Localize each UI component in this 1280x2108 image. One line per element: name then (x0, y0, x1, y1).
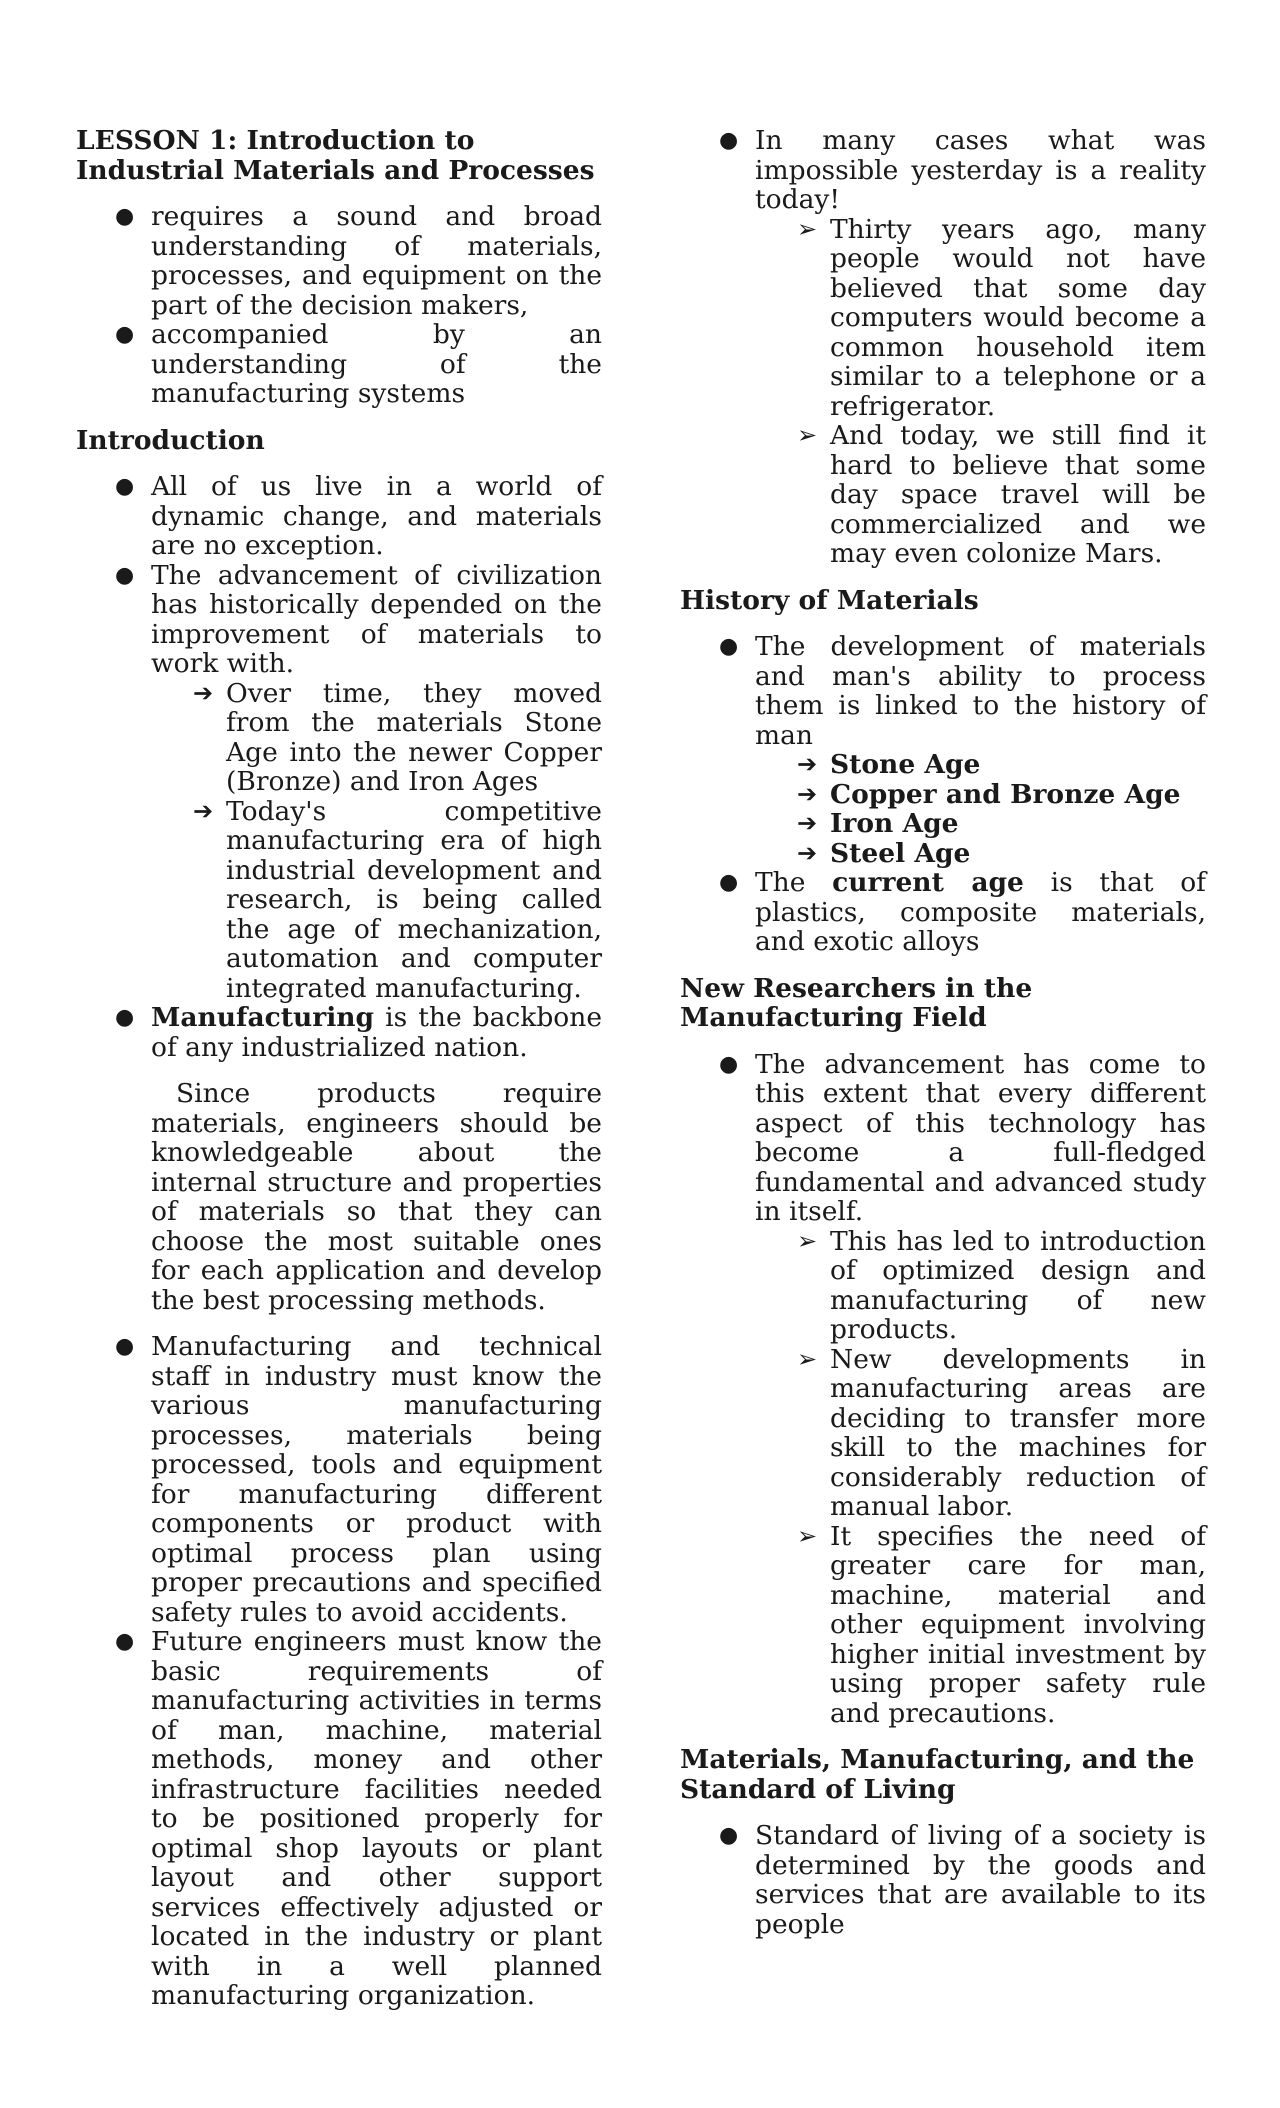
arrow-icon: ➔ (797, 809, 818, 837)
list-item (719, 631, 1206, 869)
age-label: Stone Age (830, 749, 981, 780)
researchers-bullet-list (719, 1048, 1206, 1729)
list-item (719, 125, 1206, 569)
staff-bullet-list (115, 1331, 602, 2011)
list-item (115, 1002, 602, 1063)
sub-list-item-text: Today's competitive manufacturing era of high industrial development and research, is being called the age of mechanization, automation and computer integrated manufacturing. (226, 795, 602, 1004)
arrowhead-icon: ➢ (797, 1344, 818, 1373)
sub-list-item-text: Over time, they moved from the materials Stone Age into the newer Copper (Bronze) and Iron Ages (226, 677, 602, 797)
section-heading-standard-of-living: Materials, Manufacturing, and the Standard of Living (680, 1744, 1195, 1805)
list-item-text: is that of plastics, composite materials, and exotic alloys (755, 867, 1206, 957)
list-item (115, 559, 602, 1004)
sub-list-item-text: And today, we still find it hard to believe that some day space travel will be commercialized and we may even colonize Mars. (830, 420, 1206, 569)
lesson-bullet-list (115, 201, 602, 409)
sub-list-item (797, 1343, 1206, 1522)
bullet-icon: ● (115, 322, 135, 347)
list-item-text: Standard of living of a society is determined by the goods and services that are available to its people (755, 1820, 1206, 1940)
sub-list-item (797, 213, 1206, 422)
left-column (76, 126, 602, 2028)
standard-bullet-list (719, 1820, 1206, 1940)
list-item-text: In many cases what was impossible yesterday is a reality today! (755, 125, 1206, 215)
bullet-icon: ● (115, 474, 135, 499)
section-heading-new-researchers: New Researchers in the Manufacturing Field (680, 972, 1033, 1033)
body-paragraph: Since products require materials, engineers should be knowledgeable about the internal structure and properties of materials so that they can choose the most suitable ones for each application and develop the best processing methods. (151, 1078, 602, 1316)
arrow-icon: ➔ (797, 838, 818, 867)
history-bullet-list (719, 631, 1206, 957)
list-item (115, 319, 602, 409)
bullet-icon: ● (115, 1629, 135, 1654)
arrowhead-icon: ➢ (797, 1521, 818, 1550)
list-item (115, 1626, 602, 2011)
list-item-text: All of us live in a world of dynamic change, and materials are no exception. (151, 471, 602, 561)
arrowhead-icon: ➢ (797, 421, 818, 449)
sub-list-item (797, 1520, 1206, 1729)
bold-term-manufacturing: Manufacturing (151, 1002, 375, 1033)
bullet-icon: ● (719, 870, 739, 895)
bullet-icon: ● (115, 562, 135, 588)
arrow-icon: ➔ (797, 779, 818, 808)
age-label: Iron Age (830, 808, 959, 839)
introduction-bullet-list (115, 471, 602, 1063)
section-heading-history: History of Materials (680, 584, 979, 616)
list-item-text: accompanied by an understanding of the manufacturing systems (151, 319, 602, 409)
list-item (115, 1331, 602, 1628)
list-item-text: The advancement has come to this extent that every different aspect of this technology has become a full-fledged fundamental and advanced study in itself. (755, 1048, 1206, 1227)
list-item (115, 201, 602, 321)
sub-list-item-text: This has led to introduction of optimized design and manufacturing of new products. (830, 1225, 1206, 1345)
age-item (797, 749, 1206, 780)
bullet-icon: ● (719, 1823, 739, 1848)
bullet-icon: ● (719, 1051, 739, 1077)
arrow-icon: ➔ (193, 678, 214, 707)
sub-list-item-text: New developments in manufacturing areas are deciding to transfer more skill to the machines for considerably reduction of manual labor. (830, 1343, 1206, 1522)
bold-term-current-age: current age (832, 867, 1024, 898)
arrow-icon: ➔ (193, 796, 214, 825)
list-item (719, 1820, 1206, 1940)
list-item-text: The development of materials and man's ability to process them is linked to the history of man (755, 631, 1206, 751)
list-item (719, 867, 1206, 957)
list-item-text: Manufacturing and technical staff in industry must know the various manufacturing processes, materials being processed, tools and equipment for manufacturing different components or product with optimal process plan using proper precautions and specified safety rules to avoid accidents. (151, 1331, 602, 1628)
list-item-text: The (755, 867, 833, 898)
lesson-title: LESSON 1: Introduction to Industrial Materials and Processes (76, 125, 595, 186)
list-item-text: Future engineers must know the basic requirements of manufacturing activities in terms of man, machine, material methods, money and other infrastructure facilities needed to be positioned properly for optimal shop layouts or plant layout and other support services effectively adjusted or located in the industry or plant with in a well planned manufacturing organization. (151, 1626, 602, 2011)
bullet-icon: ● (115, 1334, 135, 1359)
list-item (115, 471, 602, 561)
impossible-bullet-list (719, 125, 1206, 569)
list-item-text: is the backbone of any industrialized nation. (151, 1002, 602, 1063)
bullet-icon: ● (719, 634, 739, 659)
bullet-icon: ● (719, 128, 739, 153)
arrowhead-icon: ➢ (797, 214, 818, 243)
researchers-sub-list (797, 1225, 1206, 1729)
age-item (797, 808, 1206, 839)
sub-list-item (193, 677, 602, 797)
age-item (797, 837, 1206, 869)
sub-list-item-text: Thirty years ago, many people would not have believed that some day computers would become a common household item similar to a telephone or a refrigerator. (830, 213, 1206, 422)
age-label: Steel Age (830, 837, 971, 869)
right-column (680, 126, 1206, 1956)
age-item (797, 778, 1206, 810)
bullet-icon: ● (115, 204, 135, 229)
sub-list-item-text: It specifies the need of greater care for man, machine, material and other equipment involving higher initial investment by using proper safety rule and precautions. (830, 1520, 1206, 1729)
age-label: Copper and Bronze Age (830, 778, 1181, 810)
ages-list (797, 749, 1206, 869)
introduction-sub-list (193, 677, 602, 1004)
arrow-icon: ➔ (797, 750, 818, 778)
sub-list-item (193, 795, 602, 1004)
impossible-sub-list (797, 213, 1206, 569)
list-item-text: The advancement of civilization has historically depended on the improvement of materials to work with. (151, 559, 602, 679)
list-item-text: requires a sound and broad understanding of materials, processes, and equipment on the part of the decision makers, (151, 201, 602, 321)
sub-list-item (797, 1225, 1206, 1345)
sub-list-item (797, 420, 1206, 569)
arrowhead-icon: ➢ (797, 1226, 818, 1255)
section-heading-introduction: Introduction (76, 424, 265, 456)
bullet-icon: ● (115, 1005, 135, 1030)
list-item (719, 1048, 1206, 1729)
